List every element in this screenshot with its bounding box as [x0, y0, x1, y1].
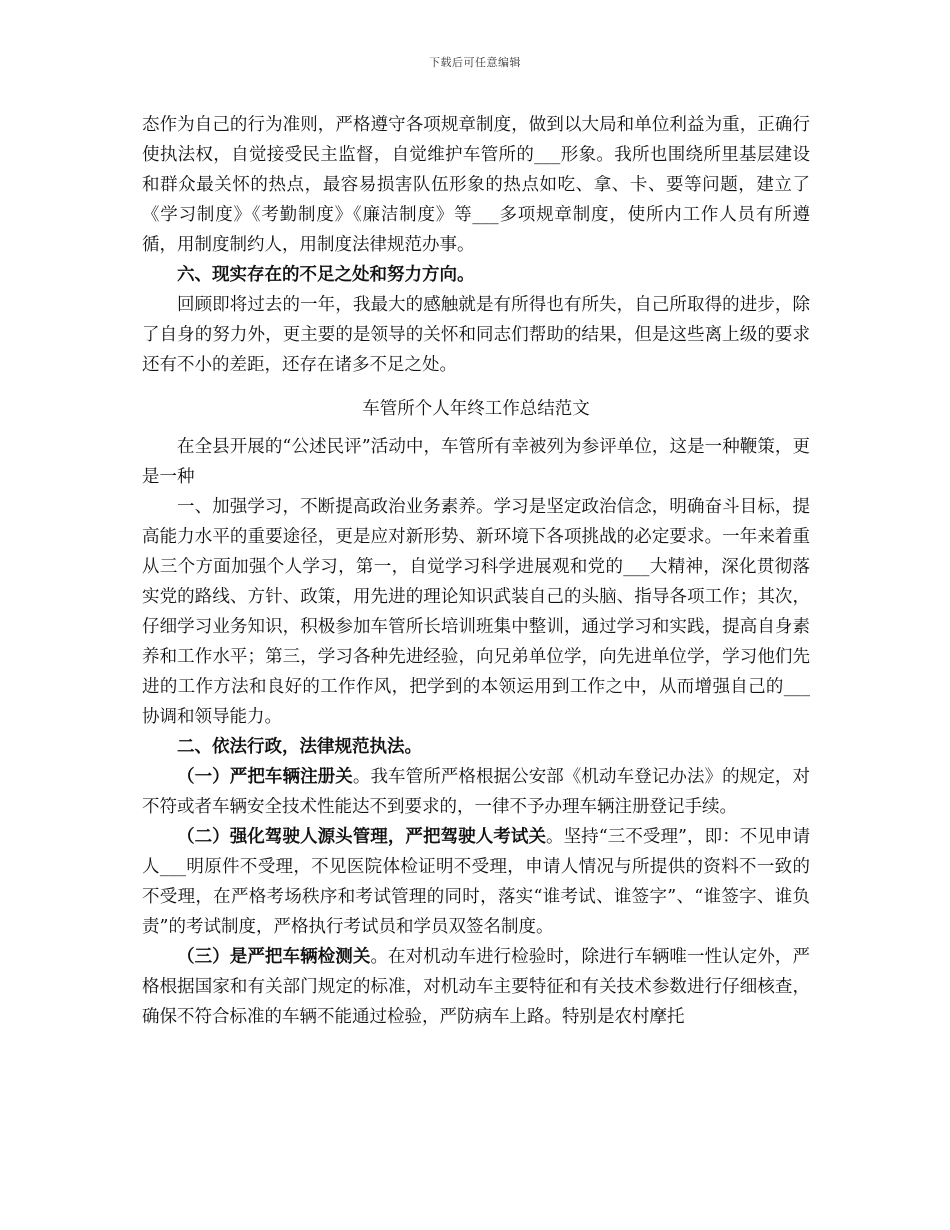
- subsection-2: [142, 822, 810, 942]
- section-heading-6: 六、现实存在的不足之处和努力方向。: [177, 265, 475, 285]
- subsection-3-title: （三）是严把车辆检测关: [177, 947, 371, 967]
- subsection-2-text: 。坚持“三不受理”，即：不见申请人___明原件不受理，不见医院体检证明不受理，申请人情况与所提供的资料不一致的不受理，在严格考场秩序和考试管理的同时，落实“谁考试、谁签字”、“谁签字、谁负责”的考试制度，严格执行考试员和学员双签名制度。: [142, 827, 810, 937]
- paragraph-3: 在全县开展的“公述民评”活动中，车管所有幸被列为参评单位，这是一种鞭策，更是一种: [142, 437, 810, 487]
- page-header-note: 下载后可任意编辑: [429, 56, 521, 69]
- subsection-1: [142, 762, 810, 822]
- paragraph-4: 一、加强学习，不断提高政治业务素养。学习是坚定政治信念，明确奋斗目标，提高能力水平的重要途径，更是应对新形势、新环境下各项挑战的必定要求。一年来着重从三个方面加强个人学习，第一，自觉学习科学进展观和党的___大精神，深化贯彻落实党的路线、方针、政策，用先进的理论知识武装自己的头脑、指导各项工作；其次，仔细学习业务知识，积极参加车管所长培训班集中整训，通过学习和实践，提高自身素养和工作水平；第三，学习各种先进经验，向兄弟单位学，向先进单位学，学习他们先进的工作方法和良好的工作作风，把学到的本领运用到工作之中，从而增强自己的___协调和领导能力。: [142, 497, 810, 727]
- paragraph-1: 态作为自己的行为准则，严格遵守各项规章制度，做到以大局和单位利益为重，正确行使执法权，自觉接受民主监督，自觉维护车管所的___形象。我所也围绕所里基层建设和群众最关怀的热点，最容易损害队伍形象的热点如吃、拿、卡、要等问题，建立了《学习制度》《考勤制度》《廉洁制度》等___多项规章制度，使所内工作人员有所遵循，用制度制约人，用制度法律规范办事。: [142, 115, 810, 255]
- subsection-1-title: （一）严把车辆注册关: [177, 767, 353, 787]
- document-body: [142, 110, 810, 1032]
- subsection-1-text: 。我车管所严格根据公安部《机动车登记办法》的规定，对不符或者车辆安全技术性能达不到要求的，一律不予办理车辆注册登记手续。: [142, 767, 811, 817]
- subsection-3: [142, 942, 810, 1032]
- section-heading-2: 二、依法行政，法律规范执法。: [177, 737, 422, 757]
- paragraph-2: 回顾即将过去的一年，我最大的感触就是有所得也有所失，自己所取得的进步，除了自身的努力外，更主要的是领导的关怀和同志们帮助的结果，但是这些离上级的要求还有不小的差距，还存在诸多不足之处。: [142, 295, 810, 375]
- subsection-3-text: 。在对机动车进行检验时，除进行车辆唯一性认定外，严格根据国家和有关部门规定的标准，对机动车主要特征和有关技术参数进行仔细核查，确保不符合标准的车辆不能通过检验，严防病车上路。特别是农村摩托: [142, 947, 811, 1027]
- document-title: 车管所个人年终工作总结范文: [362, 399, 590, 419]
- subsection-2-title: （二）强化驾驶人源头管理，严把驾驶人考试关: [177, 827, 547, 847]
